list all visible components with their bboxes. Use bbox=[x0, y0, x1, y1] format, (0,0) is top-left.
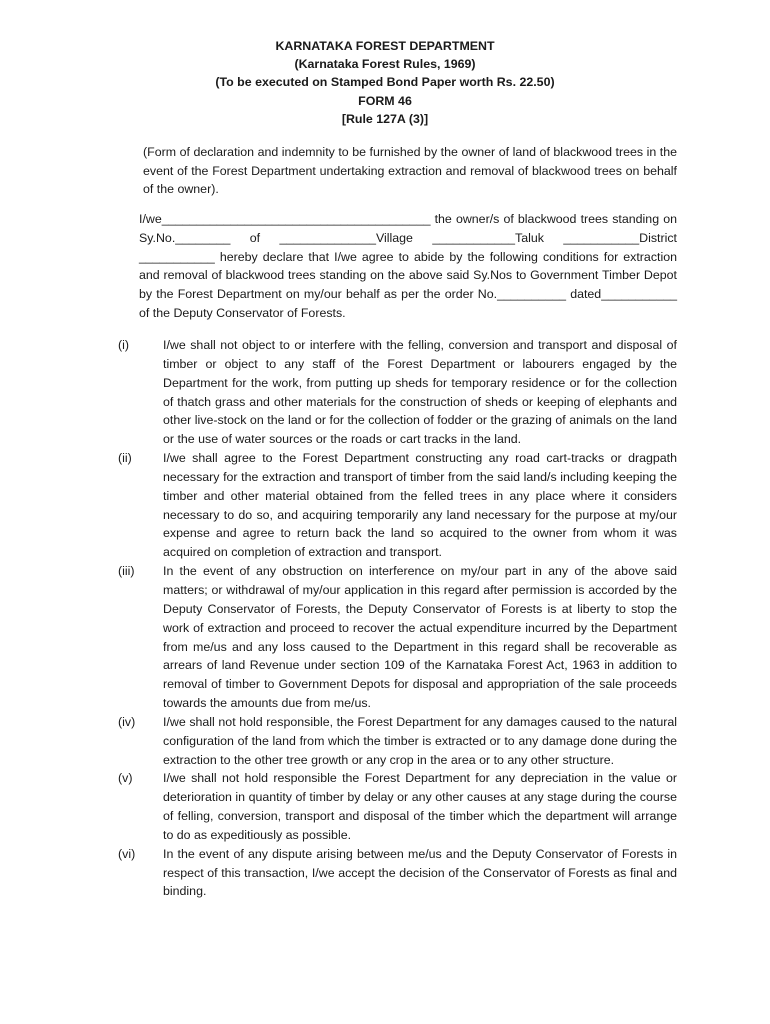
condition-text: I/we shall not hold responsible, the Forest Department for any damages caused to the natural configuration of the land from which the timber is extracted or to any damage done during the extraction to the other tree growth or any crop in the area or to any other structure. bbox=[163, 714, 677, 767]
condition-text: I/we shall not hold responsible the Forest Department for any depreciation in the value or deterioration in quantity of timber by delay or any other causes at any stage during the course of felling, conversion, transport and disposal of the timber which the department will arrange to do as expeditiously as possible. bbox=[163, 771, 677, 842]
condition-number: (iii) bbox=[118, 564, 135, 579]
condition-text: I/we shall agree to the Forest Department constructing any road cart-tracks or dragpath necessary for the extraction and transport of timber from the said land/s including keeping the timber and other material obtained from the felled trees in any place where it considers necessary to do so, and acquiring temporarily any land necessary for the purpose at my/our expense and agree to return back the land so acquired to the owner from whom it was acquired on completion of extraction and transport. bbox=[163, 451, 677, 560]
intro-text: (Form of declaration and indemnity to be furnished by the owner of land of blackwood trees in the event of the Forest Department undertaking extraction and removal of blackwood trees on behalf of the owner). bbox=[143, 145, 677, 197]
rules-subtitle: (Karnataka Forest Rules, 1969) bbox=[294, 57, 476, 72]
condition-text: In the event of any dispute arising between me/us and the Deputy Conservator of Forests in respect of this transaction, I/we accept the decision of the Conservator of Forests as final and binding. bbox=[163, 846, 677, 899]
condition-item bbox=[93, 336, 677, 449]
condition-text: I/we shall not object to or interfere with the felling, conversion and transport and disposal of timber or object to any staff of the Forest Department or labourers engaged by the Department for the work, from putting up sheds for temporary residence or for the collection of thatch grass and other materials for the construction of sheds or keeping of elephants and other live-stock on the land or for the collection of fodder or the grazing of animals on the land or the use of water sources or the roads or cart tracks in the land. bbox=[163, 338, 677, 447]
intro-paragraph bbox=[93, 143, 677, 199]
rule-reference: [Rule 127A (3)] bbox=[341, 111, 429, 126]
stamp-paper-note: (To be executed on Stamped Bond Paper worth Rs. 22.50) bbox=[215, 75, 555, 90]
condition-item bbox=[93, 562, 677, 713]
condition-item bbox=[93, 713, 677, 770]
condition-number: (ii) bbox=[118, 451, 132, 466]
declaration-paragraph bbox=[93, 210, 677, 323]
condition-number: (vi) bbox=[118, 846, 136, 861]
condition-item bbox=[93, 769, 677, 844]
department-title: KARNATAKA FOREST DEPARTMENT bbox=[275, 39, 495, 53]
condition-item bbox=[93, 449, 677, 562]
declaration-text: I/we_______________________________________ the owner/s of blackwood trees standing on Sy.No.________ of ______________Village ____________Taluk ___________District ___________ hereby declare that I/we agree to abide by the following conditions for extraction and removal of blackwood trees standing on the above said Sy.Nos to Government Timber Depot by the Forest Department on my/our behalf as per the order No.__________ dated___________ of the Deputy Conservator of Forests. bbox=[139, 212, 677, 320]
condition-number: (iv) bbox=[118, 714, 136, 729]
condition-item bbox=[93, 845, 677, 902]
condition-number: (i) bbox=[118, 338, 130, 352]
condition-text: In the event of any obstruction on interference on my/our part in any of the above said matters; or withdrawal of my/our application in this regard after permission is accorded by the Deputy Conservator of Forests, the Deputy Conservator of Forests is at liberty to stop the work of extraction and proceed to recover the actual expenditure incurred by the Department from me/us and any loss caused to the Department in this regard shall be recoverable as arrears of land Revenue under section 109 of the Karnataka Forest Act, 1963 in addition to removal of timber to Government Depots for disposal and appropriation of the sale proceeds towards the amounts due from me/us. bbox=[163, 564, 677, 711]
condition-number: (v) bbox=[118, 771, 133, 786]
conditions-list bbox=[93, 336, 677, 901]
form-number: FORM 46 bbox=[358, 93, 412, 108]
document-header bbox=[0, 37, 770, 128]
